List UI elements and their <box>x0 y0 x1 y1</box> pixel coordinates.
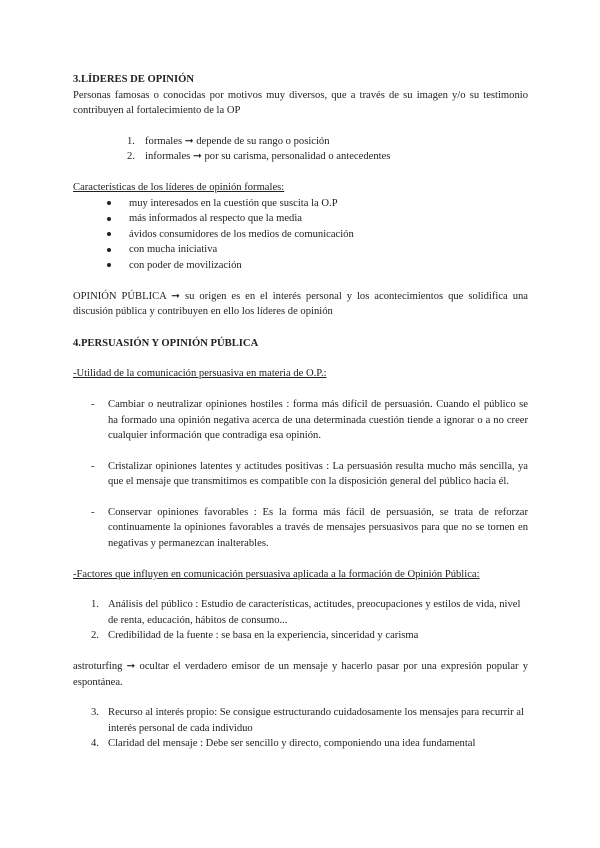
list-item <box>73 196 528 212</box>
list-item-text: Claridad del mensaje : Debe ser sencillo y directo, componiendo una idea fundamental <box>108 738 476 750</box>
opinion-publica-definition: OPINIÓN PÚBLICA ➞ su origen es en el interés personal y los acontecimientos que solidifica una discusión pública y contribuyen en ello los líderes de opinión <box>73 290 528 318</box>
bullet-icon <box>107 263 111 267</box>
list-item-text: Análisis del público : Estudio de características, actitudes, preocupaciones y estilos de vida, nivel de renta, educación, hábitos de consumo... <box>108 599 521 626</box>
list-item <box>73 397 528 444</box>
list-item <box>73 705 528 736</box>
document-page <box>73 72 528 752</box>
list-item-text: ávidos consumidores de los medios de comunicación <box>129 228 354 240</box>
list-item-text: muy interesados en la cuestión que suscita la O.P <box>129 197 338 209</box>
list-number: 1. <box>127 135 135 147</box>
list-number: 2. <box>91 630 99 642</box>
bullet-icon <box>107 248 111 252</box>
factors-list-a <box>73 597 528 644</box>
list-number: 3. <box>91 707 99 719</box>
section-4-title: 4.PERSUASIÓN Y OPINIÓN PÚBLICA <box>73 337 259 349</box>
list-item-text: más informados al respecto que la media <box>129 213 302 225</box>
dash-marker: - <box>91 460 95 472</box>
bullet-icon <box>107 201 111 205</box>
list-item-text: Credibilidad de la fuente : se basa en la experiencia, sinceridad y carisma <box>108 630 419 642</box>
factors-list-b <box>73 705 528 752</box>
list-number: 2. <box>127 151 135 163</box>
list-item-text: Cristalizar opiniones latentes y actitudes positivas : La persuasión resulta mucho más sencilla, ya que el mensaje que transmitimos es compatible con la disposición general del público hacia él. <box>108 460 528 488</box>
list-item-text: Conservar opiniones favorables : Es la forma más fácil de persuasión, se trata de reforzar continuamente la opiniones favorables a través de mensajes persuasivos para que no se tornen en negativas y permanezcan inalterables. <box>108 506 528 550</box>
list-item <box>73 149 528 165</box>
characteristics-list <box>73 196 528 274</box>
list-item <box>73 227 528 243</box>
list-item-text: formales ➞ depende de su rango o posición <box>145 135 330 147</box>
list-item <box>73 134 528 150</box>
leader-types-list <box>73 134 528 165</box>
list-number: 1. <box>91 599 99 611</box>
list-item-text: Recurso al interés propio: Se consigue estructurando cuidadosamente los mensajes para recurrir al interés personal de cada individuo <box>108 707 524 734</box>
section-3-intro: Personas famosas o conocidas por motivos muy diversos, que a través de su imagen y/o su testimonio contribuyen al fortalecimiento de la OP <box>73 89 528 117</box>
list-item <box>73 628 528 644</box>
characteristics-title: Características de los líderes de opinión formales: <box>73 181 285 193</box>
section-3-title: 3.LÍDERES DE OPINIÓN <box>73 74 194 85</box>
list-item-text: Cambiar o neutralizar opiniones hostiles : forma más difícil de persuasión. Cuando el público se ha formado una opinión negativa acerca de una determinada cuestión tiende a ignorar o a no creer cualquier información que contradiga esa opinión. <box>108 398 528 442</box>
list-item <box>73 459 528 490</box>
list-item <box>73 258 528 274</box>
list-item-text: con poder de movilización <box>129 259 242 271</box>
list-item <box>73 505 528 552</box>
dash-marker: - <box>91 398 95 410</box>
factors-title: -Factores que influyen en comunicación persuasiva aplicada a la formación de Opinión Pública: <box>73 568 480 580</box>
list-item <box>73 242 528 258</box>
list-item <box>73 211 528 227</box>
astroturfing-definition: astroturfing ➞ ocultar el verdadero emisor de un mensaje y hacerlo pasar por una expresión popular y espontánea. <box>73 661 528 688</box>
bullet-icon <box>107 217 111 221</box>
utilities-list <box>73 397 528 552</box>
list-number: 4. <box>91 738 99 750</box>
list-item-text: informales ➞ por su carisma, personalidad o antecedentes <box>145 151 391 163</box>
list-item <box>73 597 528 628</box>
bullet-icon <box>107 232 111 236</box>
utility-title: -Utilidad de la comunicación persuasiva en materia de O.P.: <box>73 368 327 380</box>
list-item-text: con mucha iniciativa <box>129 244 218 256</box>
list-item <box>73 736 528 752</box>
dash-marker: - <box>91 506 95 518</box>
